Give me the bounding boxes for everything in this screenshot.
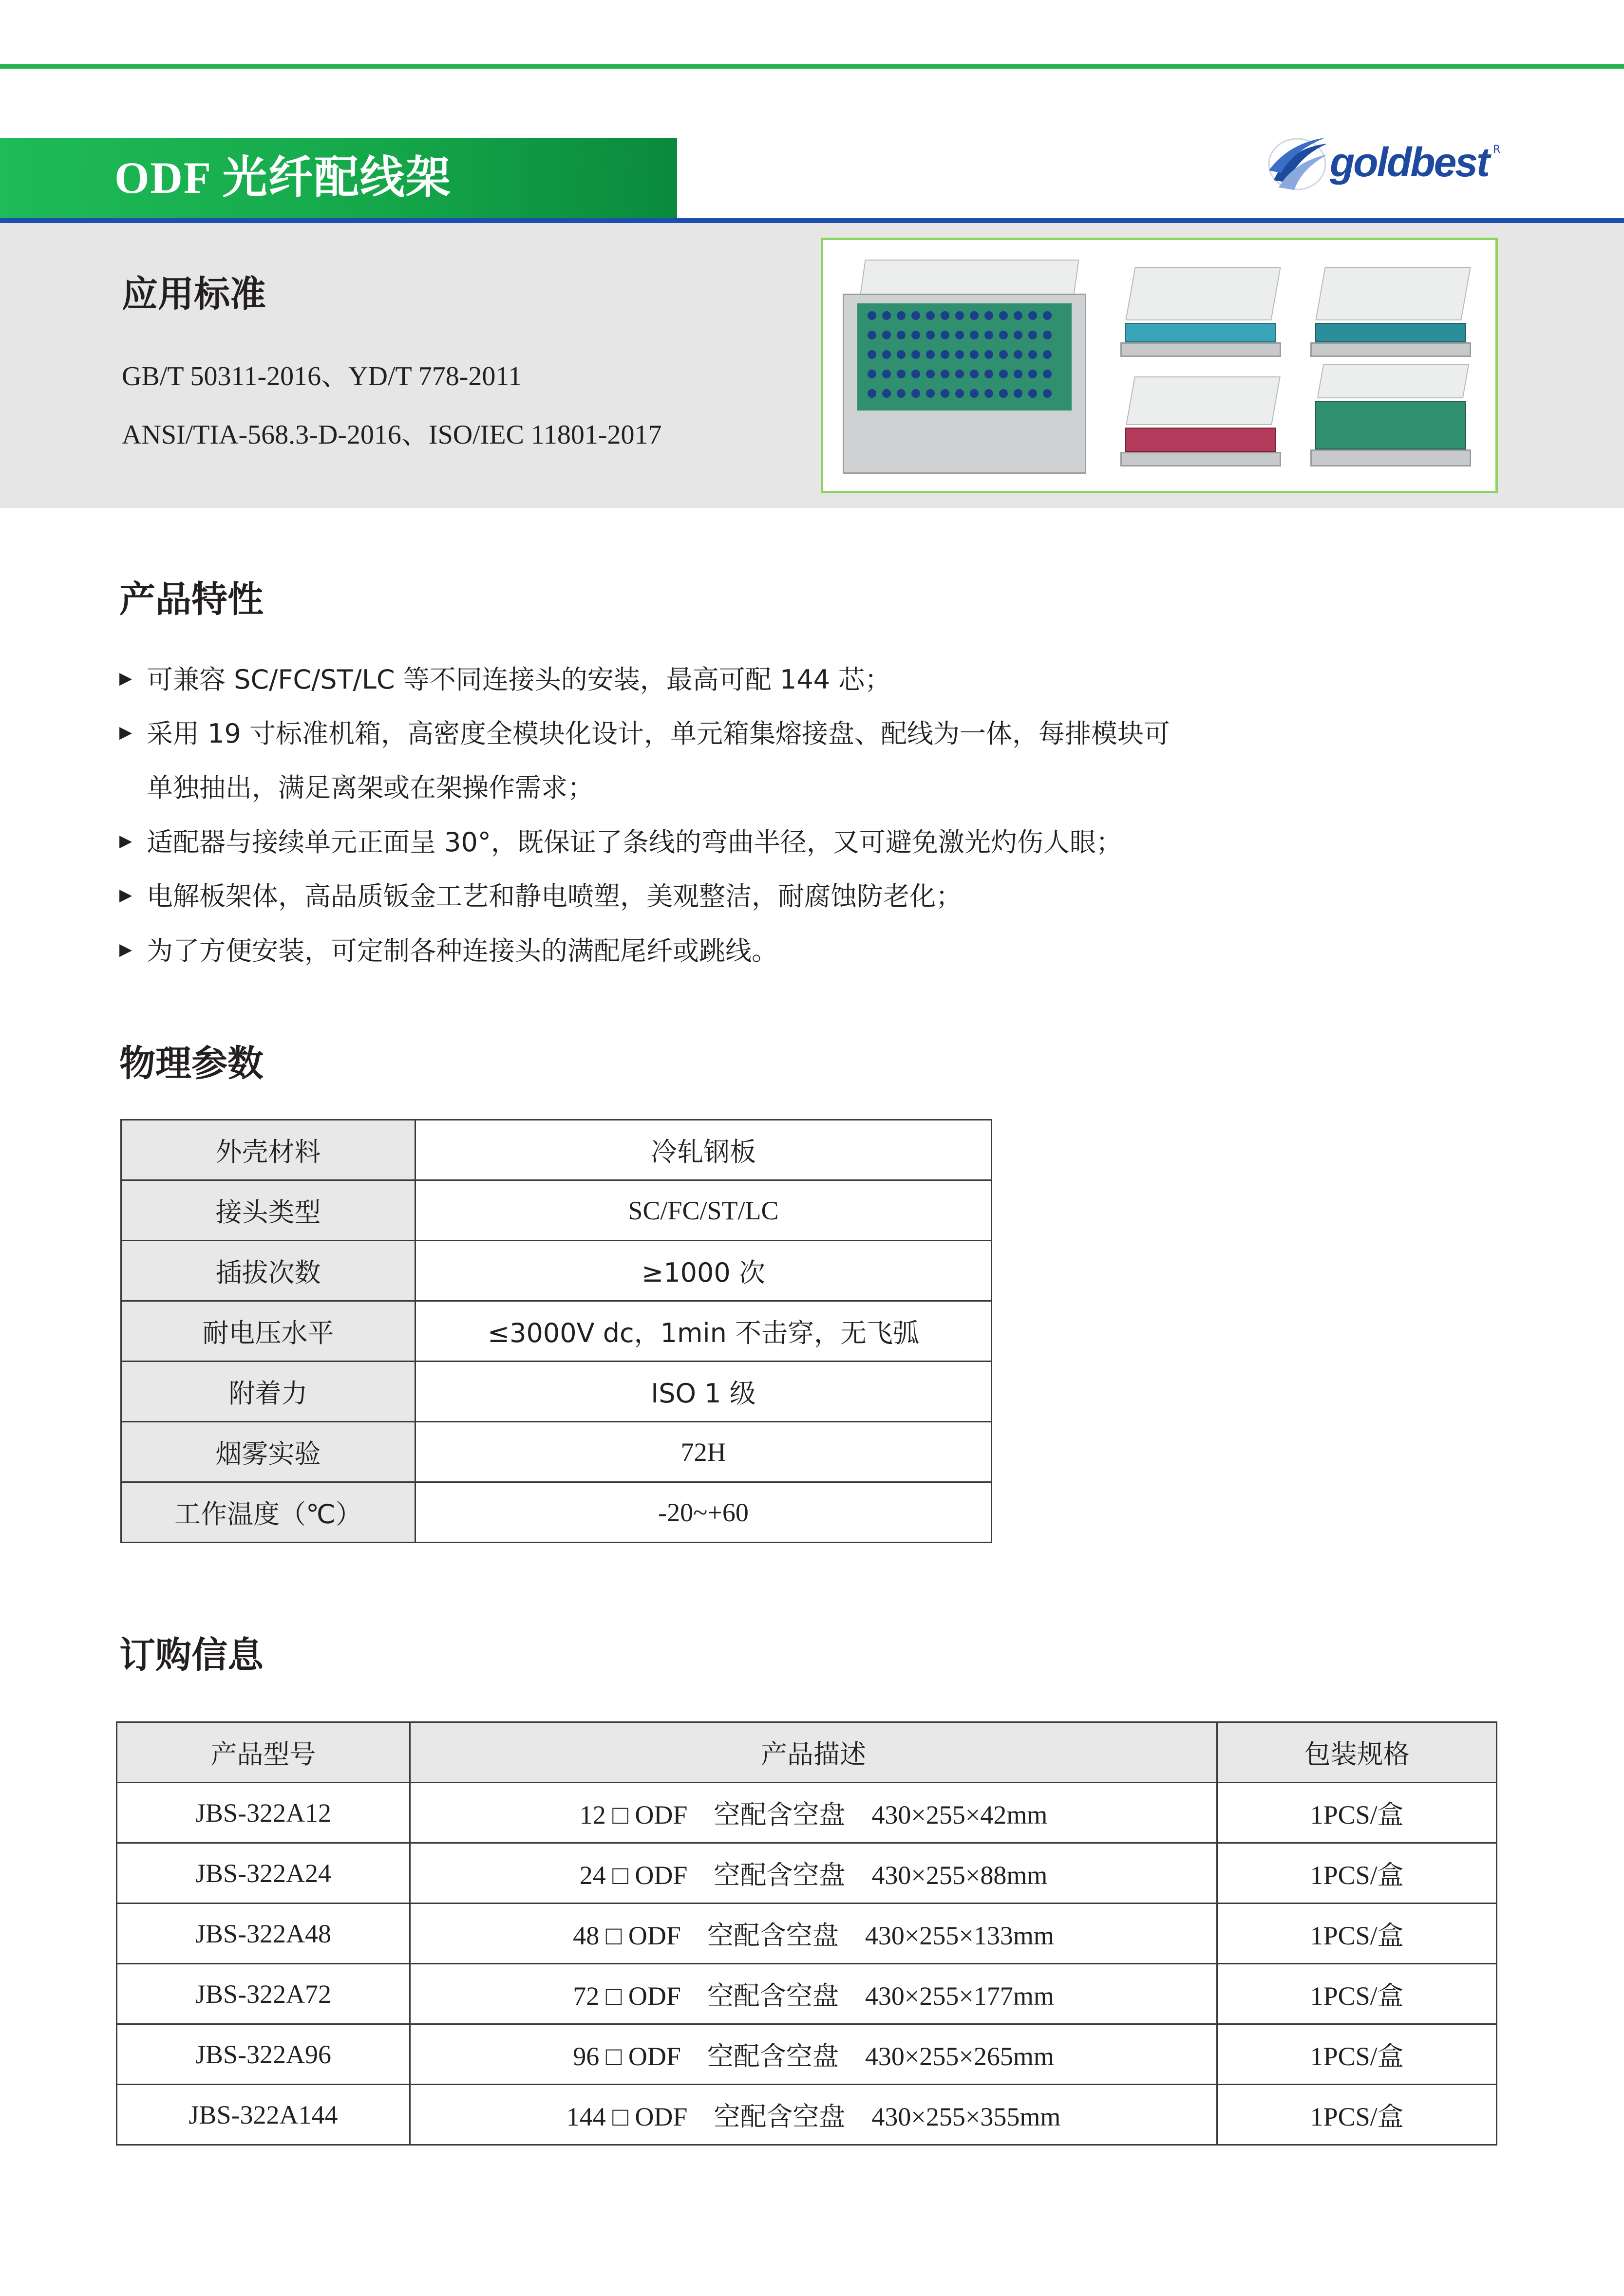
table-row [117,2024,1497,2085]
param-label: 附着力 [121,1362,415,1422]
triangle-bullet-icon: ▶ [119,831,132,851]
param-label: 耐电压水平 [121,1301,415,1362]
table-row [121,1301,992,1362]
param-value: ≥1000 次 [415,1241,992,1301]
triangle-bullet-icon: ▶ [119,940,132,960]
goldbest-logo [1264,124,1508,209]
table-row [121,1120,992,1180]
standard-line: GB/T 50311-2016、YD/T 778-2011 [122,361,522,392]
param-value: -20~+60 [415,1482,992,1543]
table-row [121,1180,992,1241]
ordering-heading: 订购信息 [119,1634,264,1676]
param-label: 插拔次数 [121,1241,415,1301]
feature-item-continuation: 单独抽出，满足离架或在架操作需求； [147,772,594,803]
packaging-cell: 1PCS/盒 [1217,1904,1497,1964]
model-cell: JBS-322A12 [117,1783,410,1843]
params-table [120,1119,992,1543]
product-photo-main [843,260,1086,474]
table-row [121,1422,992,1482]
param-value: SC/FC/ST/LC [415,1180,992,1241]
product-photo-12port [1120,267,1281,359]
features-heading: 产品特性 [119,579,264,620]
model-cell: JBS-322A72 [117,1964,410,2024]
triangle-bullet-icon: ▶ [119,723,132,743]
feature-item: ▶ 电解板架体，高品质钣金工艺和静电喷塑，美观整洁，耐腐蚀防老化； [119,881,962,912]
description-cell: 48 □ ODF 空配含空盘 430×255×133mm [410,1904,1217,1964]
table-row [117,1783,1497,1843]
page-title: ODF 光纤配线架 [114,153,452,203]
triangle-bullet-icon: ▶ [119,885,132,905]
param-value: 72H [415,1422,992,1482]
table-row [117,2085,1497,2145]
logo-wordmark: goldbest [1330,139,1489,185]
title-banner [0,138,677,218]
model-cell: JBS-322A24 [117,1843,410,1904]
top-green-rule [0,64,1624,69]
packaging-cell: 1PCS/盒 [1217,2024,1497,2085]
param-label: 烟雾实验 [121,1422,415,1482]
standard-line: ANSI/TIA-568.3-D-2016、ISO/IEC 11801-2017 [122,420,662,450]
column-header: 产品描述 [410,1722,1217,1783]
column-header: 产品型号 [117,1722,410,1783]
params-heading: 物理参数 [119,1043,264,1084]
table-row [117,1964,1497,2024]
ordering-table [116,1721,1497,2146]
model-cell: JBS-322A144 [117,2085,410,2145]
description-cell: 144 □ ODF 空配含空盘 430×255×355mm [410,2085,1217,2145]
description-cell: 12 □ ODF 空配含空盘 430×255×42mm [410,1783,1217,1843]
description-cell: 24 □ ODF 空配含空盘 430×255×88mm [410,1843,1217,1904]
table-row [121,1482,992,1543]
table-header-row [117,1722,1497,1783]
banner-blue-rule [0,218,1624,223]
param-label: 外壳材料 [121,1120,415,1180]
swoosh-icon [1264,124,1332,197]
product-photo-48port [1120,376,1281,469]
model-cell: JBS-322A48 [117,1904,410,1964]
feature-item: ▶ 为了方便安装，可定制各种连接头的满配尾纤或跳线。 [119,935,778,966]
packaging-cell: 1PCS/盒 [1217,1783,1497,1843]
table-row [117,1904,1497,1964]
triangle-bullet-icon: ▶ [119,669,132,689]
adapter-panel-icon [857,303,1072,411]
product-photo-72port [1310,364,1471,469]
packaging-cell: 1PCS/盒 [1217,2085,1497,2145]
description-cell: 96 □ ODF 空配含空盘 430×255×265mm [410,2024,1217,2085]
table-row [121,1362,992,1422]
product-photos [821,238,1498,493]
feature-item: ▶ 适配器与接续单元正面呈 30°，既保证了条线的弯曲半径，又可避免激光灼伤人眼； [119,827,1122,858]
param-value: ISO 1 级 [415,1362,992,1422]
registered-mark: R [1493,144,1501,156]
param-value: 冷轧钢板 [415,1120,992,1180]
standards-heading: 应用标准 [122,273,266,315]
param-value: ≤3000V dc，1min 不击穿，无飞弧 [415,1301,992,1362]
param-label: 工作温度（℃） [121,1482,415,1543]
column-header: 包装规格 [1217,1722,1497,1783]
model-cell: JBS-322A96 [117,2024,410,2085]
feature-item: ▶ 采用 19 寸标准机箱，高密度全模块化设计，单元箱集熔接盘、配线为一体，每排模块可 [119,718,1171,749]
packaging-cell: 1PCS/盒 [1217,1964,1497,2024]
table-row [121,1241,992,1301]
description-cell: 72 □ ODF 空配含空盘 430×255×177mm [410,1964,1217,2024]
packaging-cell: 1PCS/盒 [1217,1843,1497,1904]
product-photo-24port [1310,267,1471,359]
feature-item: ▶ 可兼容 SC/FC/ST/LC 等不同连接头的安装，最高可配 144 芯； [119,664,891,695]
param-label: 接头类型 [121,1180,415,1241]
table-row [117,1843,1497,1904]
